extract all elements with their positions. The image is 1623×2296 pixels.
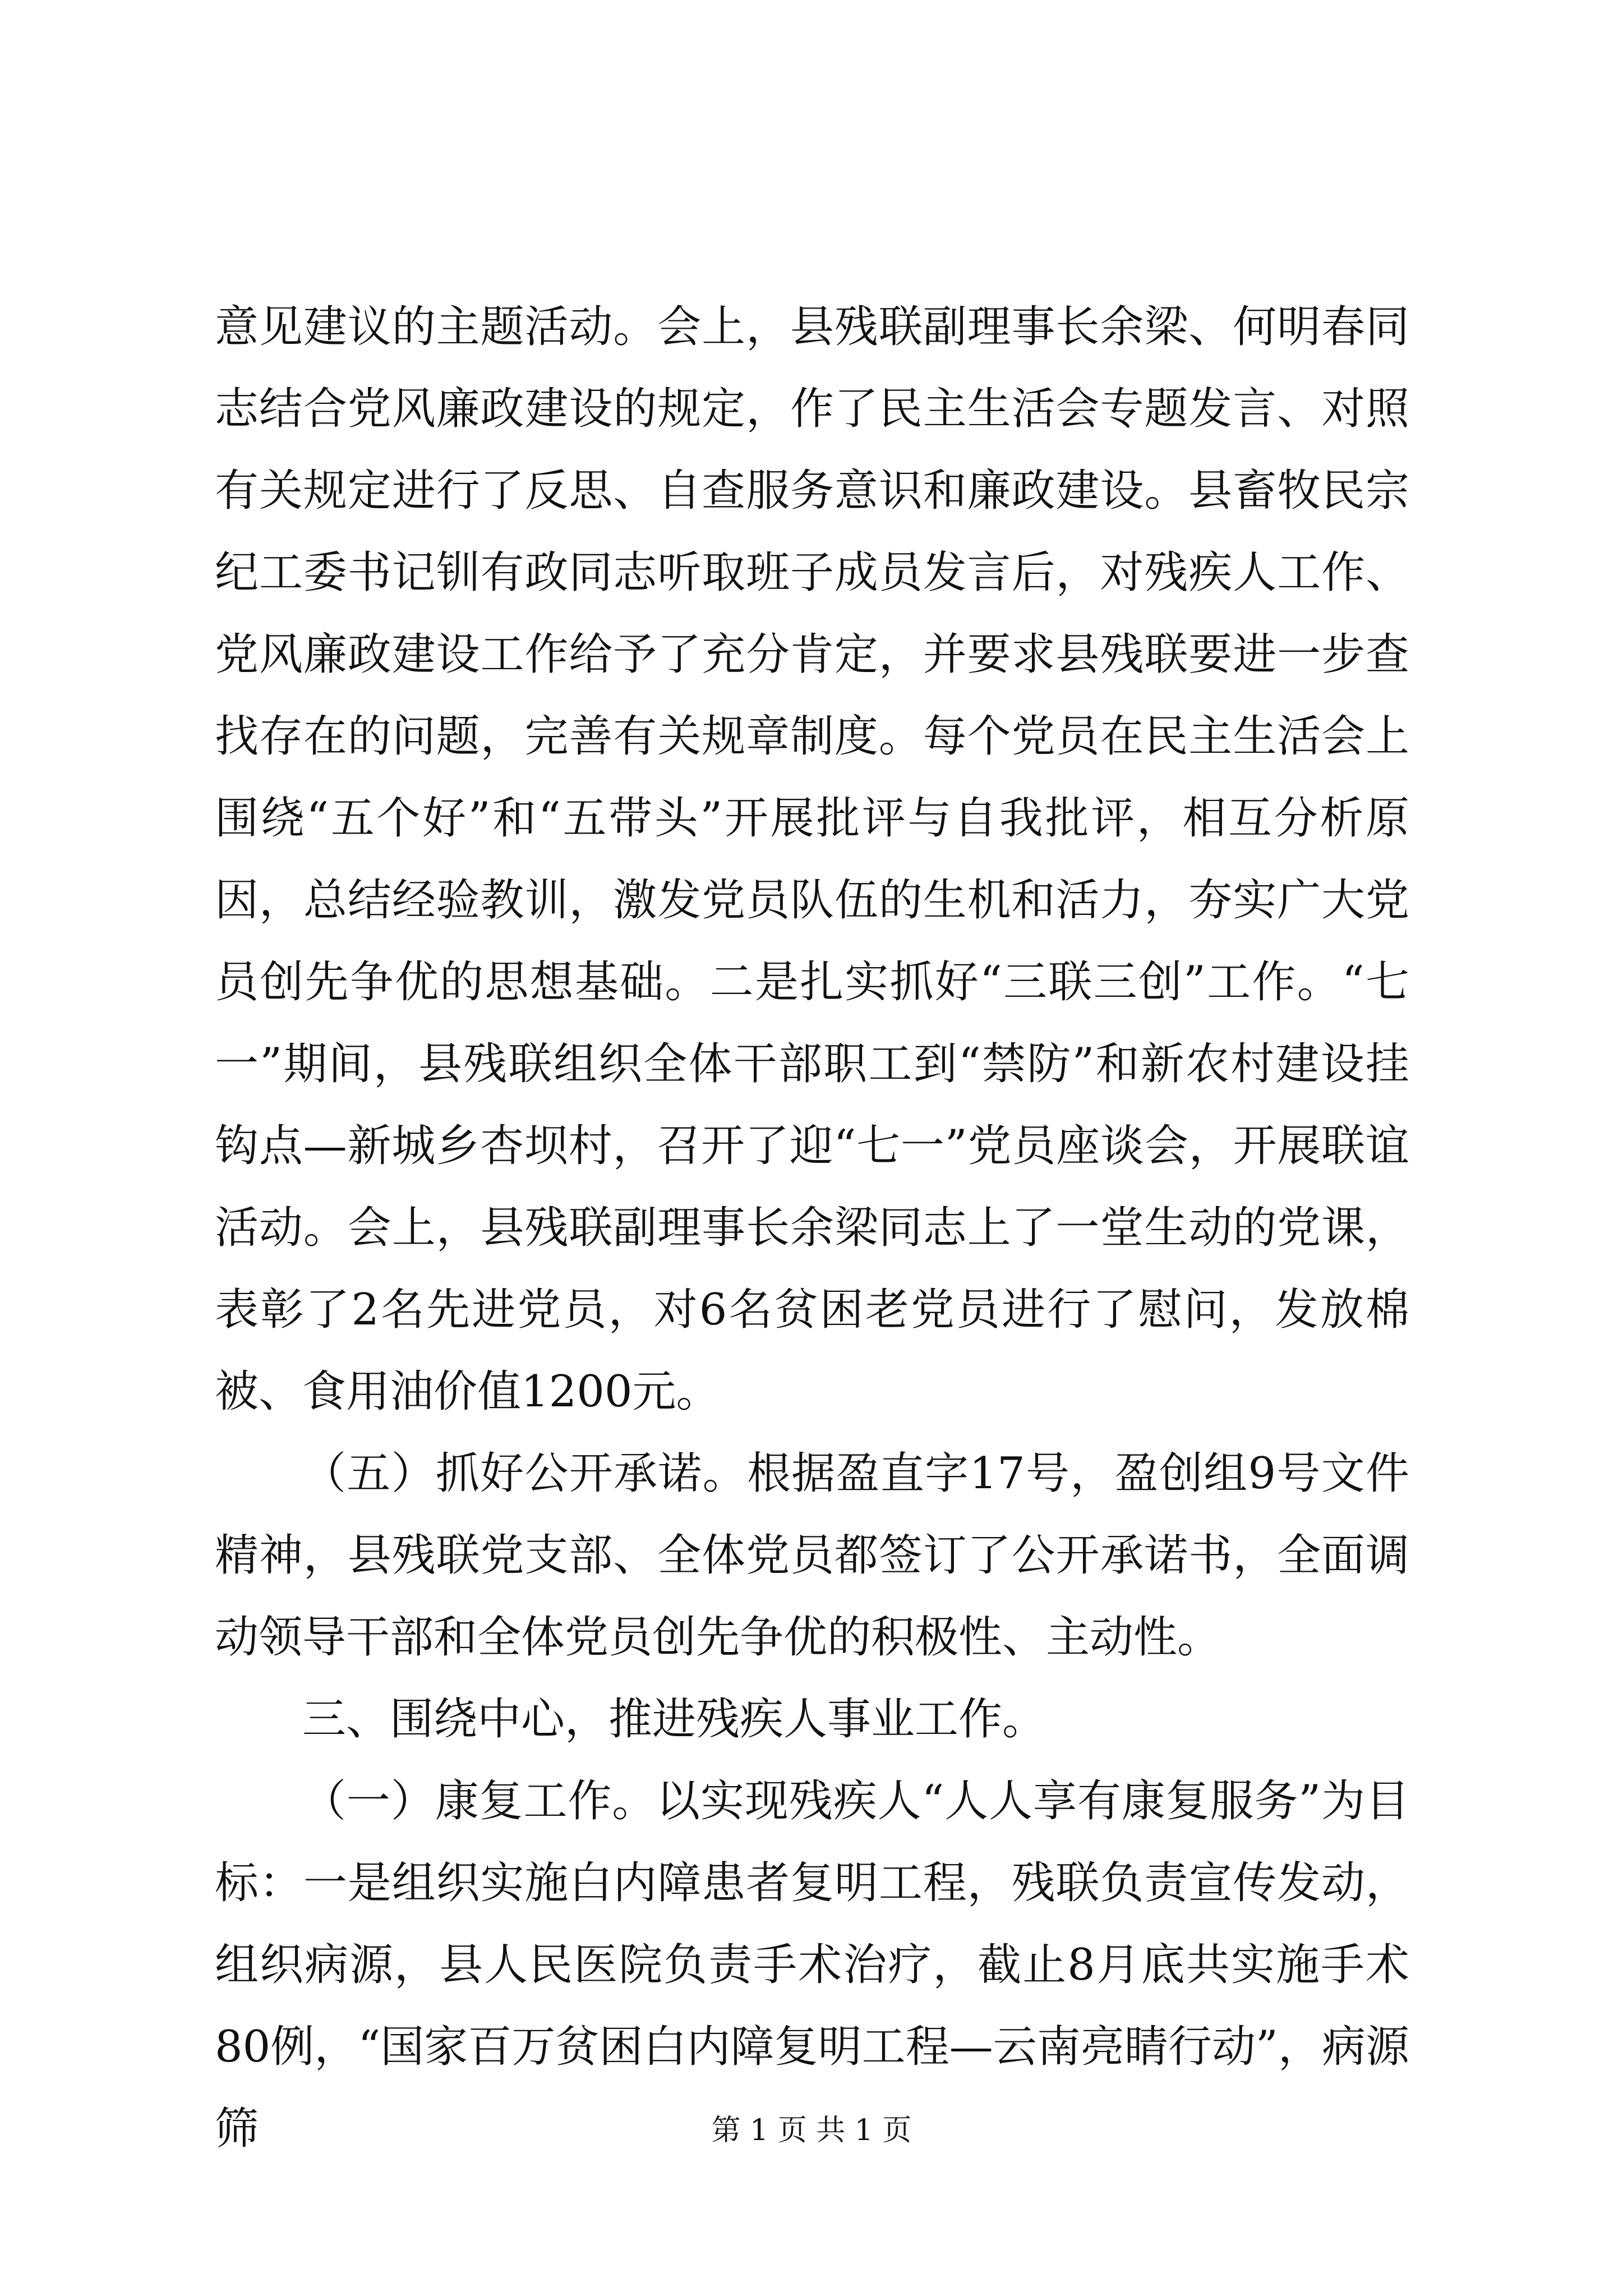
paragraph-public-commitment: （五）抓好公开承诺。根据盈直字17号，盈创组9号文件精神，县残联党支部、全体党员都签订了公开承诺书，全面调动领导干部和全体党员创先争优的积极性、主动性。 [215, 1448, 1409, 1663]
paragraph-rehabilitation: （一）康复工作。以实现残疾人“人人享有康复服务”为目标：一是组织实施白内障患者复明工程，残联负责宣传发动，组织病源，县人民医院负责手术治疗，截止8月底共实施手术80例，“国家百万贫困白内障复明工程—云南亮睛行动”，病源筛 [215, 1776, 1409, 2154]
paragraph-continuation: 意见建议的主题活动。会上，县残联副理事长余梁、何明春同志结合党风廉政建设的规定，作了民主生活会专题发言、对照有关规定进行了反思、自查服务意识和廉政建设。县畜牧民宗纪工委书记钏有政同志听取班子成员发言后，对残疾人工作、党风廉政建设工作给予了充分肯定，并要求县残联要进一步查找存在的问题，完善有关规章制度。每个党员在民主生活会上围绕“五个好”和“五带头”开展批评与自我批评，相互分析原因，总结经验教训，激发党员队伍的生机和活力，夯实广大党员创先争优的思想基础。二是扎实抓好“三联三创”工作。“七一”期间，县残联组织全体干部职工到“禁防”和新农村建设挂钩点—新城乡杏坝村，召开了迎“七一”党员座谈会，开展联谊活动。会上，县残联副理事长余梁同志上了一堂生动的党课，表彰了2名先进党员，对6名贫困老党员进行了慰问，发放棉被、食用油价值1200元。 [215, 302, 1409, 1417]
section-heading-three: 三、围绕中心，推进残疾人事业工作。 [302, 1694, 1046, 1745]
page-footer: 第 1 页 共 1 页 [711, 2114, 912, 2147]
document-body [215, 286, 1409, 2170]
